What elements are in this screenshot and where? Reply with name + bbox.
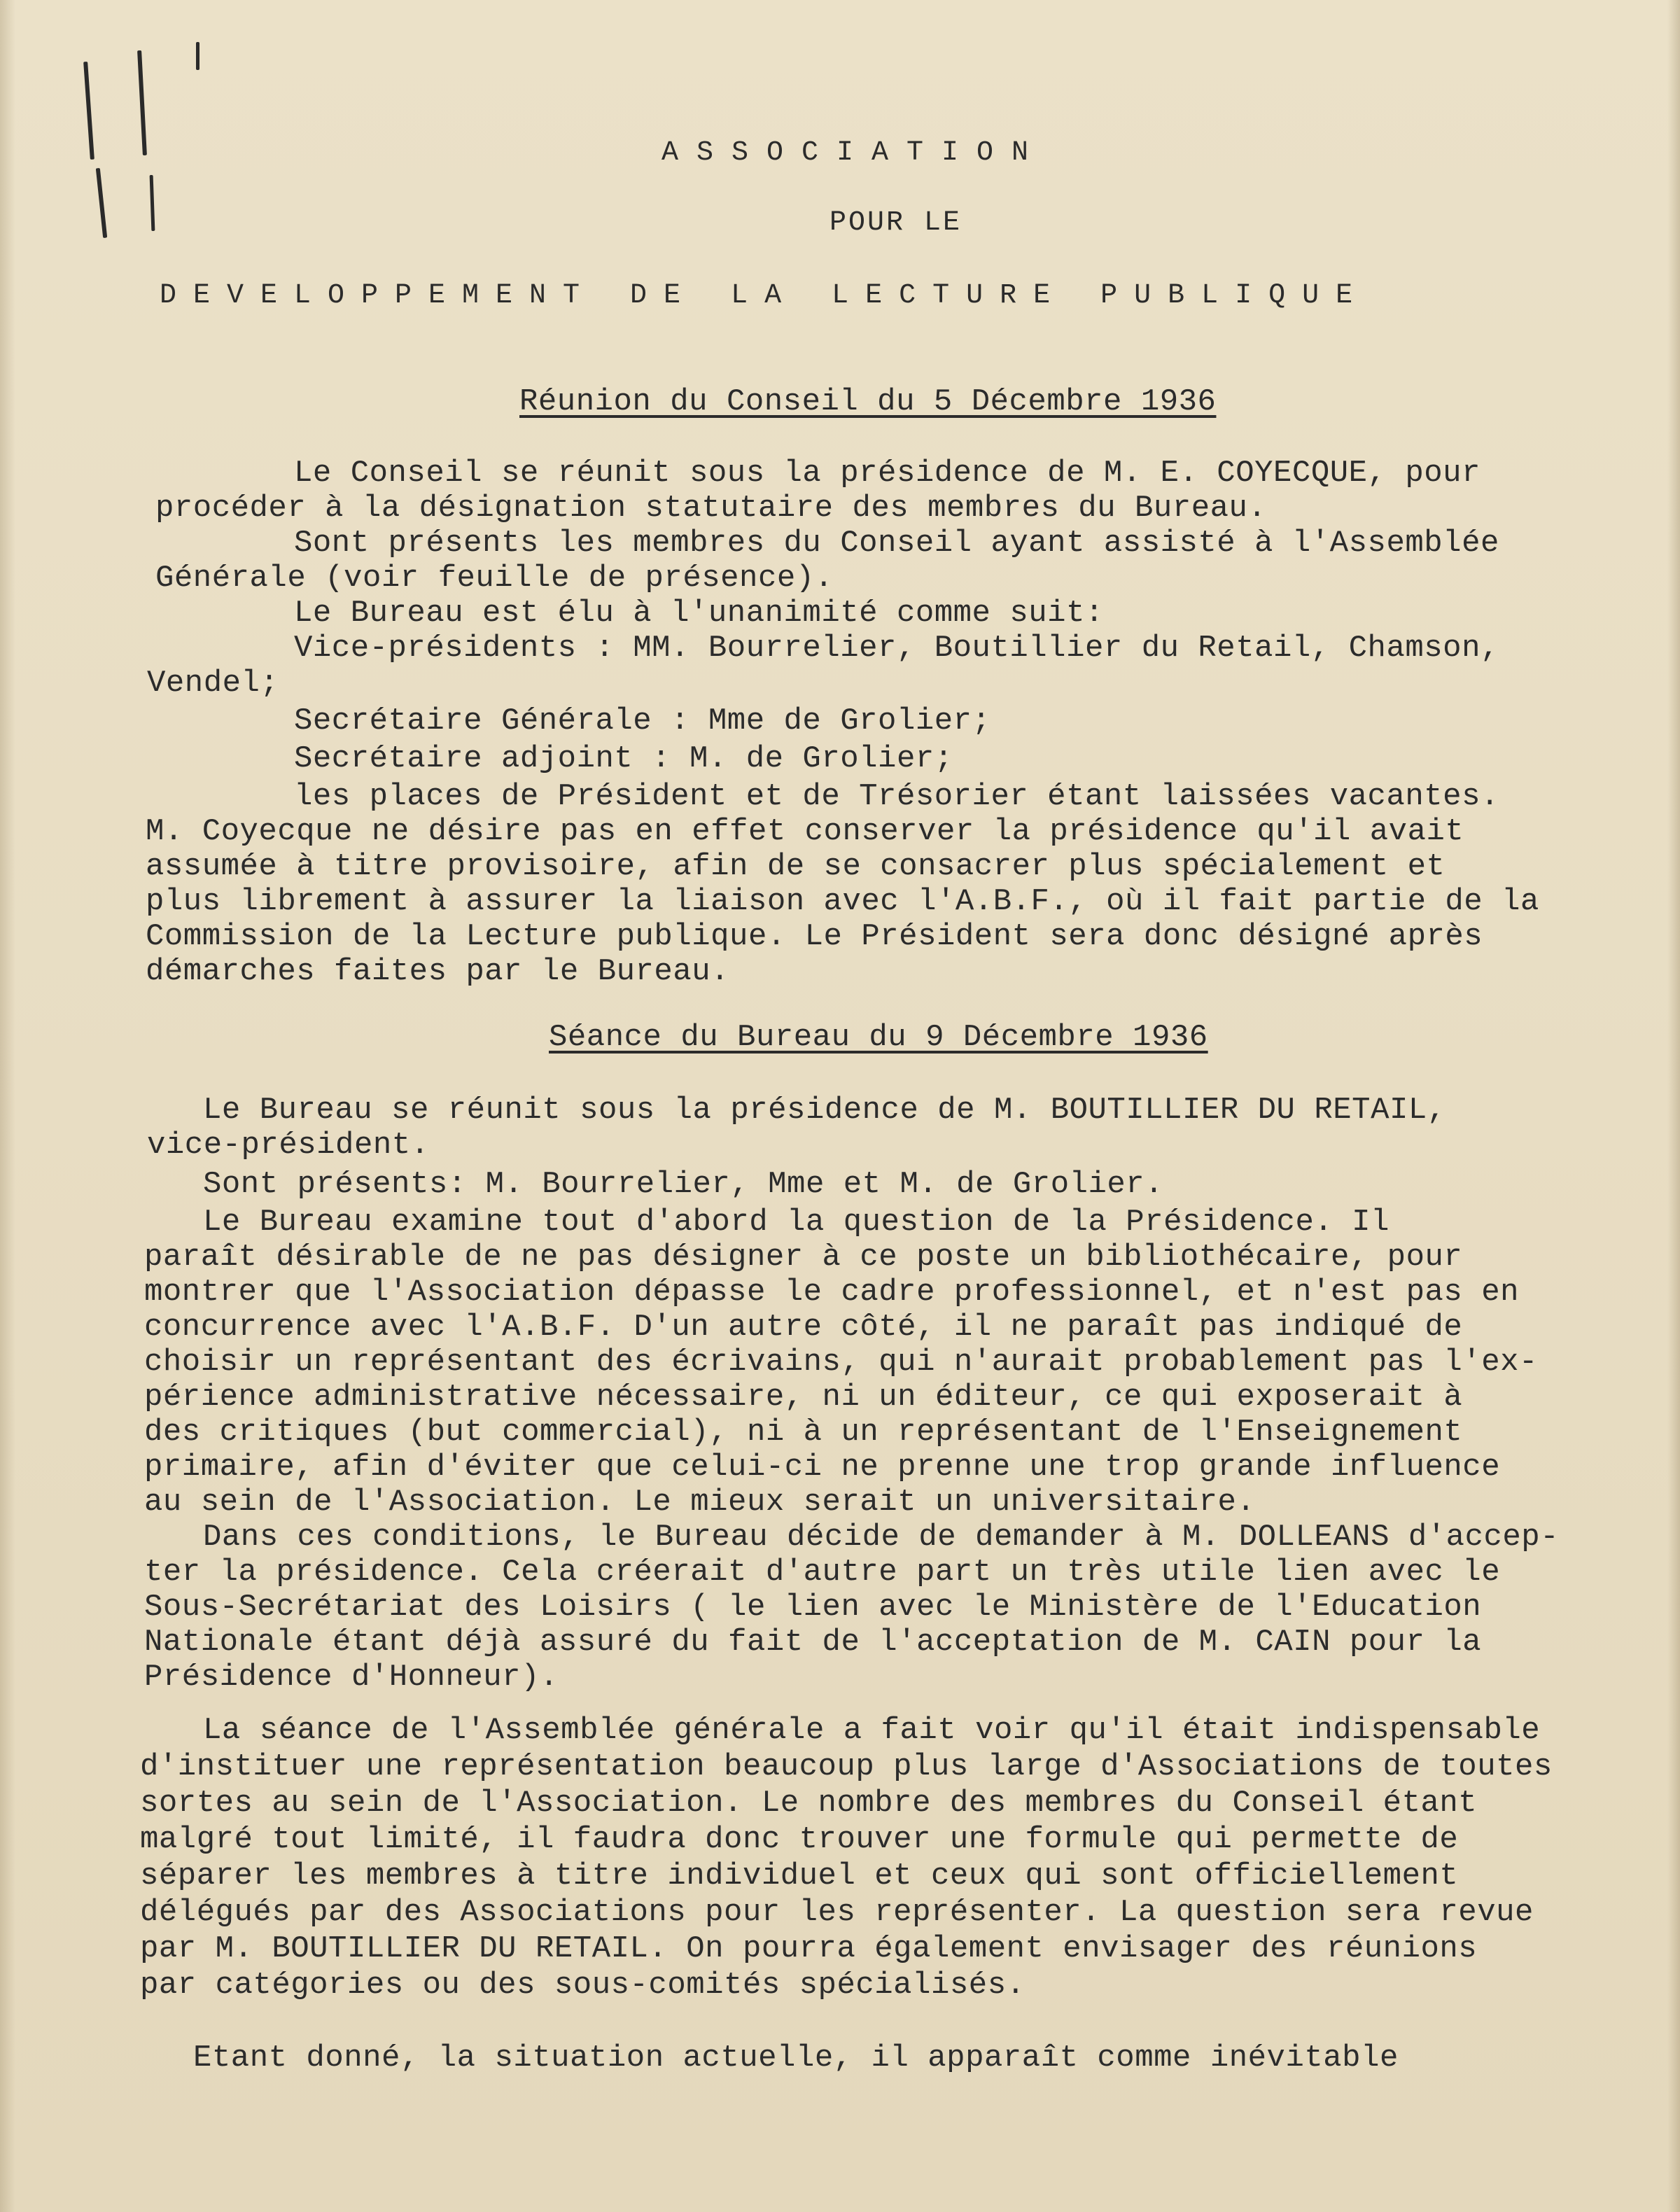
section2-line: choisir un représentant des écrivains, qui n'aurait probablement pas l'ex- <box>144 1345 1538 1380</box>
section2-paragraph-line: sortes au sein de l'Association. Le nombre des membres du Conseil étant <box>140 1786 1478 1821</box>
pencil-mark-1 <box>83 62 94 160</box>
section2-line: au sein de l'Association. Le mieux serait un universitaire. <box>144 1485 1256 1520</box>
section2-line: Nationale étant déjà assuré du fait de l'acceptation de M. CAIN pour la <box>144 1625 1482 1660</box>
section2-line: Sont présents: M. Bourrelier, Mme et M. de Grolier. <box>203 1167 1164 1202</box>
section2-paragraph-line: par catégories ou des sous-comités spécialisés. <box>140 1968 1026 2003</box>
header-pour-le: POUR LE <box>830 207 962 239</box>
paper-edge-right <box>1667 0 1680 2212</box>
section1-line: Vendel; <box>147 666 279 701</box>
section2-line: Le Bureau se réunit sous la présidence de M. BOUTILLIER DU RETAIL, <box>203 1093 1446 1128</box>
pencil-mark-4 <box>150 175 155 231</box>
section2-last-line: Etant donné, la situation actuelle, il apparaît comme inévitable <box>193 2040 1399 2076</box>
section2-paragraph-line: malgré tout limité, il faudra donc trouver une formule qui permette de <box>140 1822 1459 1857</box>
header-association: ASSOCIATION <box>662 137 1047 169</box>
section1-title: Réunion du Conseil du 5 Décembre 1936 <box>519 384 1217 419</box>
section2-line: des critiques (but commercial), ni à un représentant de l'Enseignement <box>144 1415 1463 1450</box>
section1-line: M. Coyecque ne désire pas en effet conserver la présidence qu'il avait <box>146 814 1464 849</box>
section2-line: Présidence d'Honneur). <box>144 1660 559 1695</box>
pencil-mark-2 <box>137 50 147 155</box>
section2-paragraph-line: La séance de l'Assemblée générale a fait voir qu'il était indispensable <box>203 1713 1541 1748</box>
section1-line: assumée à titre provisoire, afin de se consacrer plus spécialement et <box>146 849 1446 884</box>
section1-line: les places de Président et de Trésorier étant laissées vacantes. <box>294 779 1499 814</box>
section2-line: vice-président. <box>147 1128 430 1163</box>
section2-line: primaire, afin d'éviter que celui-ci ne prenne une trop grande influence <box>144 1450 1501 1485</box>
section1-line: Le Conseil se réunit sous la présidence de M. E. COYECQUE, pour <box>294 456 1480 491</box>
section2-line: paraît désirable de ne pas désigner à ce poste un bibliothécaire, pour <box>144 1240 1463 1275</box>
section1-line: procéder à la désignation statutaire des membres du Bureau. <box>155 491 1267 526</box>
section1-line: Secrétaire adjoint : M. de Grolier; <box>294 741 953 776</box>
pencil-mark-3 <box>96 168 107 238</box>
section2-paragraph-line: délégués par des Associations pour les représenter. La question sera revue <box>140 1895 1534 1930</box>
section1-line: démarches faites par le Bureau. <box>146 954 730 989</box>
section1-line: Commission de la Lecture publique. Le Président sera donc désigné après <box>146 919 1483 954</box>
section1-line: Vice-présidents : MM. Bourrelier, Boutillier du Retail, Chamson, <box>294 631 1499 666</box>
section1-line: Secrétaire Générale : Mme de Grolier; <box>294 704 991 738</box>
header-developpement: DEVELOPPEMENT DE LA LECTURE PUBLIQUE <box>160 280 1370 312</box>
section1-line: plus librement à assurer la liaison avec l'A.B.F., où il fait partie de la <box>146 884 1539 919</box>
paper-edge-left <box>0 0 15 2212</box>
section2-line: montrer que l'Association dépasse le cadre professionnel, et n'est pas en <box>144 1275 1520 1310</box>
section2-title: Séance du Bureau du 9 Décembre 1936 <box>549 1020 1208 1055</box>
section2-paragraph-line: d'instituer une représentation beaucoup plus large d'Associations de toutes <box>140 1749 1553 1784</box>
pencil-mark-5 <box>196 42 200 70</box>
section2-paragraph-line: séparer les membres à titre individuel et ceux qui sont officiellement <box>140 1858 1459 1893</box>
section2-line: ter la présidence. Cela créerait d'autre part un très utile lien avec le <box>144 1555 1501 1590</box>
section2-line: concurrence avec l'A.B.F. D'un autre côté, il ne paraît pas indiqué de <box>144 1310 1463 1345</box>
section2-paragraph-line: par M. BOUTILLIER DU RETAIL. On pourra également envisager des réunions <box>140 1931 1478 1966</box>
section1-line: Sont présents les membres du Conseil ayant assisté à l'Assemblée <box>294 526 1499 561</box>
section1-line: Générale (voir feuille de présence). <box>155 561 834 596</box>
section2-line: Dans ces conditions, le Bureau décide de demander à M. DOLLEANS d'accep- <box>203 1520 1560 1555</box>
section2-line: Sous-Secrétariat des Loisirs ( le lien avec le Ministère de l'Education <box>144 1590 1482 1625</box>
section2-line: périence administrative nécessaire, ni un éditeur, ce qui exposerait à <box>144 1380 1463 1415</box>
section2-line: Le Bureau examine tout d'abord la question de la Présidence. Il <box>203 1205 1390 1240</box>
section1-line: Le Bureau est élu à l'unanimité comme suit: <box>294 596 1104 631</box>
